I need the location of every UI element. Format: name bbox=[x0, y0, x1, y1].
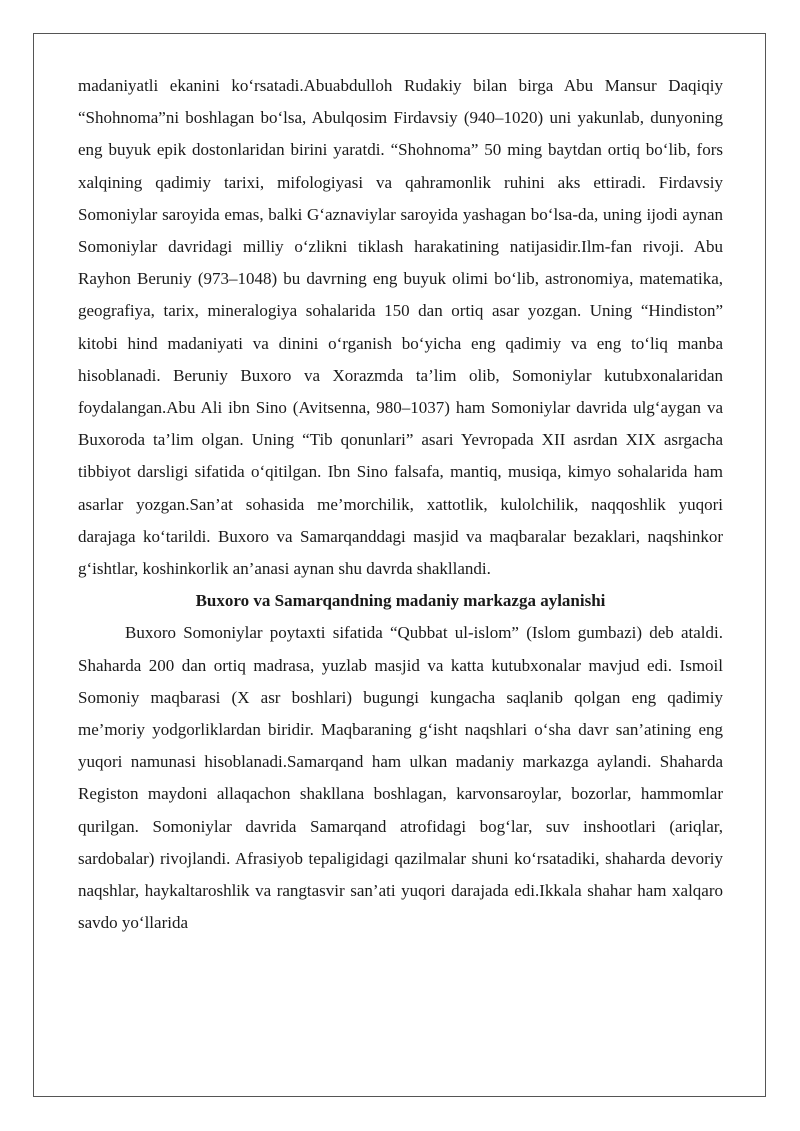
document-body bbox=[78, 70, 723, 939]
body-paragraph: Buxoro Somoniylar poytaxti sifatida “Qubbat ul-islom” (Islom gumbazi) deb ataldi. Shaharda 200 dan ortiq madrasa, yuzlab masjid va katta kutubxonalar mavjud edi. Ismoil Somoniy maqbarasi (X asr boshlari) bugungi kungacha saqlanib qolgan eng qadimiy me’moriy yodgorliklardan biridir. Maqbaraning g‘isht naqshlari o‘sha davr san’atining eng yuqori namunasi hisoblanadi.Samarqand ham ulkan madaniy markazga aylandi. Shaharda Registon maydoni allaqachon shakllana boshlagan, karvonsaroylar, bozorlar, hammomlar qurilgan. Somoniylar davrida Samarqand atrofidagi bog‘lar, suv inshootlari (ariqlar, sardobalar) rivojlandi. Afrasiyob tepaligidagi qazilmalar shuni ko‘rsatadiki, shaharda devoriy naqshlar, haykaltaroshlik va rangtasvir san’ati yuqori darajada edi.Ikkala shahar ham xalqaro savdo yo‘llarida bbox=[78, 623, 723, 933]
body-paragraph: madaniyatli ekanini ko‘rsatadi.Abuabdulloh Rudakiy bilan birga Abu Mansur Daqiqiy “Shohnoma”ni boshlagan bo‘lsa, Abulqosim Firdavsiy (940–1020) uni yakunlab, dunyoning eng buyuk epik dostonlaridan birini yaratdi. “Shohnoma” 50 ming baytdan ortiq bo‘lib, fors xalqining qadimiy tarixi, mifologiyasi va qahramonlik ruhini aks ettiradi. Firdavsiy Somoniylar saroyida emas, balki G‘aznaviylar saroyida yashagan bo‘lsa-da, uning ijodi aynan Somoniylar davridagi milliy o‘zlikni tiklash harakatining natijasidir.Ilm-fan rivoji. Abu Rayhon Beruniy (973–1048) bu davrning eng buyuk olimi bo‘lib, astronomiya, matematika, geografiya, tarix, mineralogiya sohalarida 150 dan ortiq asar yozgan. Uning “Hindiston” kitobi hind madaniyati va dinini o‘rganish bo‘yicha eng qadimiy va eng to‘liq manba hisoblanadi. Beruniy Buxoro va Xorazmda ta’lim olib, Somoniylar kutubxonalaridan foydalangan.Abu Ali ibn Sino (Avitsenna, 980–1037) ham Somoniylar davrida ulg‘aygan va Buxoroda ta’lim olgan. Uning “Tib qonunlari” asari Yevropada XII asrdan XIX asrgacha tibbiyot darsligi sifatida o‘qitilgan. Ibn Sino falsafa, mantiq, musiqa, kimyo sohalarida ham asarlar yozgan.San’at sohasida me’morchilik, xattotlik, kulolchilik, naqqoshlik yuqori darajaga ko‘tarildi. Buxoro va Samarqanddagi masjid va maqbaralar bezaklari, naqshinkor g‘ishtlar, koshinkorlik an’anasi aynan shu davrda shakllandi. bbox=[78, 76, 723, 579]
section-heading: Buxoro va Samarqandning madaniy markazga aylanishi bbox=[195, 591, 606, 611]
